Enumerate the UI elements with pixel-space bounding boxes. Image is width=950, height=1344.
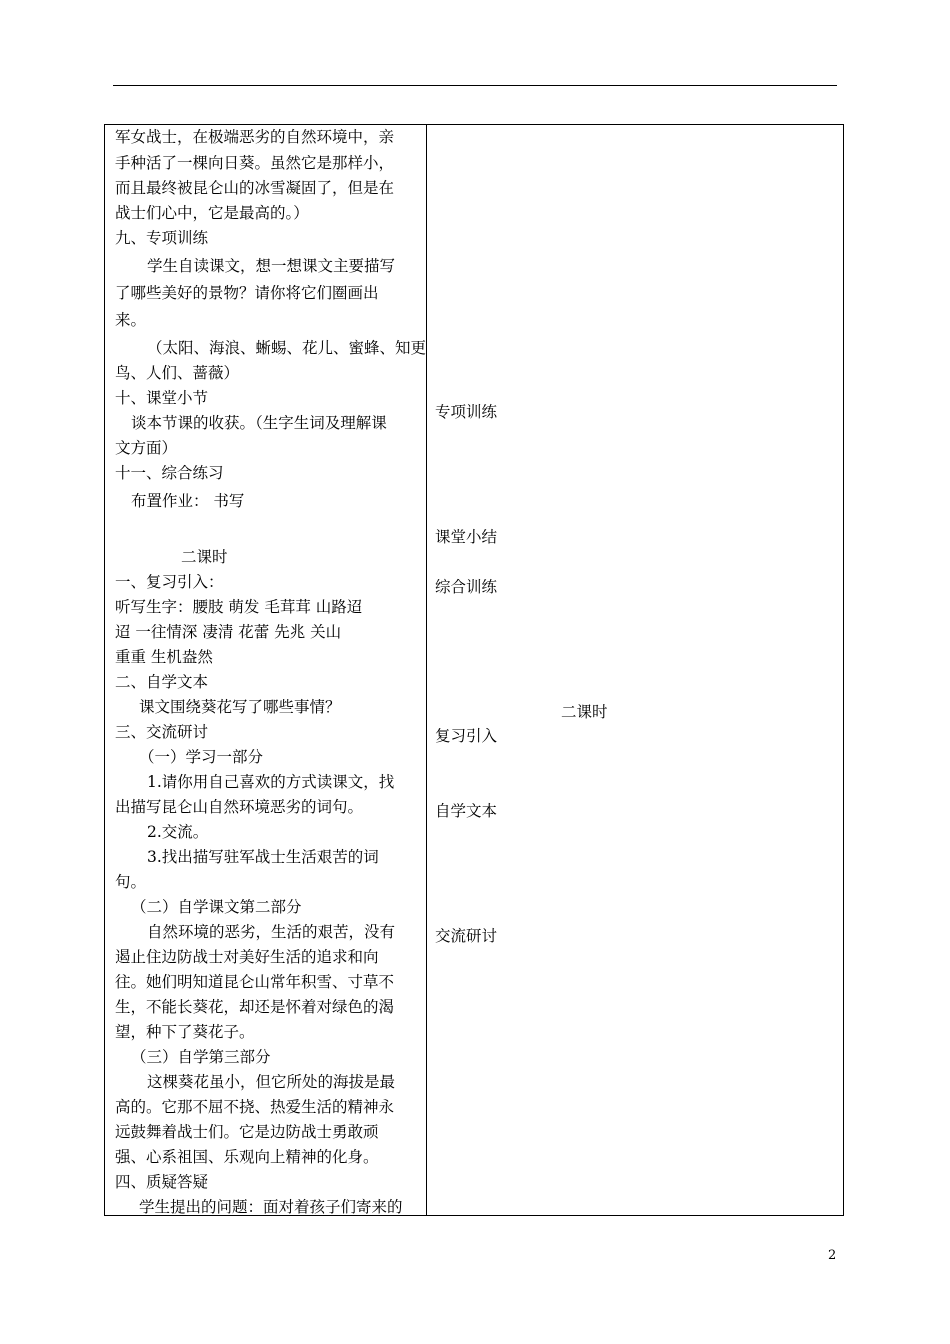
content-line: 强、心系祖国、乐观向上精神的化身。 bbox=[115, 1148, 379, 1166]
content-line: 重重 生机盎然 bbox=[115, 648, 213, 666]
content-line: 了哪些美好的景物？请你将它们圈画出 bbox=[115, 284, 379, 302]
content-line: 课文围绕葵花写了哪些事情？ bbox=[139, 698, 341, 716]
section-label: 课堂小结 bbox=[435, 528, 498, 546]
section-label: 综合训练 bbox=[435, 578, 498, 596]
section-label: 专项训练 bbox=[435, 403, 498, 421]
content-line: 听写生字：腰肢 萌发 毛茸茸 山路迢 bbox=[115, 598, 363, 616]
content-line: 迢 一往情深 凄清 花蕾 先兆 关山 bbox=[115, 623, 342, 641]
content-line: 句。 bbox=[115, 873, 147, 891]
content-line: （二）自学课文第二部分 bbox=[131, 898, 302, 916]
content-line: 军女战士，在极端恶劣的自然环境中，亲 bbox=[115, 128, 395, 146]
content-line: 生，不能长葵花，却还是怀着对绿色的渴 bbox=[115, 998, 395, 1016]
content-line: 来。 bbox=[115, 311, 147, 329]
content-line: 学生提出的问题：面对着孩子们寄来的 bbox=[139, 1198, 403, 1216]
section-label: 自学文本 bbox=[435, 802, 498, 820]
content-line: 谈本节课的收获。（生字生词及理解课 bbox=[131, 414, 387, 432]
content-line: 而且最终被昆仑山的冰雪凝固了，但是在 bbox=[115, 179, 395, 197]
content-line: 3.找出描写驻军战士生活艰苦的词 bbox=[147, 848, 379, 866]
content-line: 远鼓舞着战士们。它是边防战士勇敢顽 bbox=[115, 1123, 379, 1141]
content-line: 鸟、人们、蔷薇） bbox=[115, 364, 240, 382]
content-line: 二课时 bbox=[181, 548, 228, 566]
content-line: 一、复习引入： bbox=[115, 573, 224, 591]
content-line: 2.交流。 bbox=[147, 823, 209, 841]
content-line: 这棵葵花虽小，但它所处的海拔是最 bbox=[147, 1073, 396, 1091]
content-line: 文方面） bbox=[115, 439, 178, 457]
content-line: 1.请你用自己喜欢的方式读课文，找 bbox=[147, 773, 395, 791]
content-line: 三、交流研讨 bbox=[115, 723, 209, 741]
content-line: 二、自学文本 bbox=[115, 673, 209, 691]
content-line: 高的。它那不屈不挠、热爱生活的精神永 bbox=[115, 1098, 395, 1116]
page-number: 2 bbox=[828, 1248, 837, 1263]
section-label: 复习引入 bbox=[435, 727, 498, 745]
content-line: 四、质疑答疑 bbox=[115, 1173, 209, 1191]
content-line: 遏止住边防战士对美好生活的追求和向 bbox=[115, 948, 379, 966]
content-line: 往。她们明知道昆仑山常年积雪、寸草不 bbox=[115, 973, 395, 991]
content-line: 布置作业： 书写 bbox=[131, 492, 245, 510]
content-line: 手种活了一棵向日葵。虽然它是那样小， bbox=[115, 154, 395, 172]
content-line: 自然环境的恶劣，生活的艰苦，没有 bbox=[147, 923, 396, 941]
content-line: （一）学习一部分 bbox=[139, 748, 264, 766]
content-line: 出描写昆仑山自然环境恶劣的词句。 bbox=[115, 798, 364, 816]
header-rule bbox=[113, 85, 837, 86]
content-line: （三）自学第三部分 bbox=[131, 1048, 271, 1066]
section-label: 交流研讨 bbox=[435, 927, 498, 945]
content-line: 十、课堂小节 bbox=[115, 389, 209, 407]
content-line: 学生自读课文，想一想课文主要描写 bbox=[147, 257, 396, 275]
column-divider bbox=[426, 124, 427, 1216]
content-line: 战士们心中，它是最高的。） bbox=[115, 204, 309, 222]
content-line: 十一、综合练习 bbox=[115, 464, 224, 482]
content-line: 九、专项训练 bbox=[115, 229, 209, 247]
content-line: 望，种下了葵花子。 bbox=[115, 1023, 255, 1041]
content-line: （太阳、海浪、蜥蜴、花儿、蜜蜂、知更 bbox=[147, 339, 427, 357]
section-label: 二课时 bbox=[561, 703, 608, 721]
